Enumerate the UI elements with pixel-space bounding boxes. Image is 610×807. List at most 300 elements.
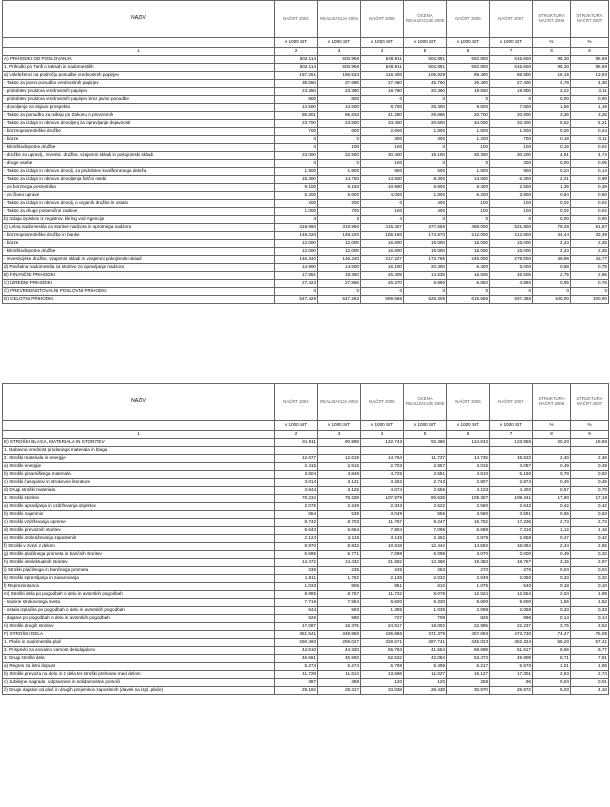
value-cell: 0,02 (571, 200, 609, 208)
value-cell: 2.556 (404, 487, 447, 495)
value-cell: 0,02 (571, 144, 609, 152)
row-label: - Takse za ponudbo za odkup po Zakonu o prevzemih (3, 112, 275, 120)
value-cell: 30.200 (490, 152, 533, 160)
value-cell: 17.087 (275, 623, 318, 631)
value-cell: 0,47 (533, 535, 571, 543)
value-cell: 0 (318, 160, 361, 168)
column-number: 3 (318, 48, 361, 56)
value-cell: 0,02 (571, 208, 609, 216)
value-cell: 0,60 (571, 192, 609, 200)
row-label: - Takse za javno ponudbo vrednostnih papirjev (3, 80, 275, 88)
row-label: 3. Stroški storitev (3, 495, 275, 503)
value-cell: 500.956 (318, 64, 361, 72)
value-cell: 168.180 (361, 232, 404, 240)
value-cell: 0,02 (533, 208, 571, 216)
value-cell: 4.000 (361, 192, 404, 200)
value-cell: 8.078 (404, 591, 447, 599)
value-cell: 14.750 (318, 176, 361, 184)
value-cell: 500.956 (318, 56, 361, 64)
value-cell: 592.800 (447, 64, 490, 72)
value-cell: 5.000 (490, 264, 533, 272)
row-label: - za borznega posrednika (3, 184, 275, 192)
row-label: m) Stroški dela po pogodbah o delu in avtorskih pogodbah (3, 591, 275, 599)
value-cell: 0 (490, 216, 533, 224)
value-cell: 38.650 (275, 80, 318, 88)
table-row (3, 591, 609, 599)
value-cell: 500 (404, 168, 447, 176)
value-cell: 81,87 (571, 224, 609, 232)
row-label: 1. Plače in nadomestila plač (3, 639, 275, 647)
value-cell: 96,30 (533, 64, 571, 72)
value-cell: 15.523 (490, 455, 533, 463)
value-cell: 2.049 (447, 575, 490, 583)
value-cell: 25.872 (490, 687, 533, 695)
row-label: - ostala izplačila po pogodbah o delu in avtorskih pogodbah (3, 607, 275, 615)
value-cell: 1.200 (447, 136, 490, 144)
unit-cell: % (533, 38, 571, 48)
value-cell: 0,39 (571, 184, 609, 192)
value-cell: 1.800 (404, 192, 447, 200)
value-cell: 1.811 (275, 575, 318, 583)
value-cell: 377.656 (404, 224, 447, 232)
value-cell: 14.538 (404, 272, 447, 280)
value-cell: 61.617 (490, 647, 533, 655)
value-cell: 2.500 (490, 184, 533, 192)
value-cell: 6.771 (318, 551, 361, 559)
value-cell: 1.900 (275, 168, 318, 176)
value-cell: 0,33 (571, 607, 609, 615)
value-cell: 12.677 (275, 455, 318, 463)
row-label: - Takse za izdajo in obnovo dovoljenj za opravljanje dejavnosti (3, 120, 275, 128)
value-cell: 1,12 (533, 527, 571, 535)
table-row (3, 248, 609, 256)
value-cell: 149.220 (275, 232, 318, 240)
value-cell: 0 (404, 216, 447, 224)
row-label: - Takse za izdajo in obnovo dovoljenja fizični osebi (3, 176, 275, 184)
value-cell: 6.890 (404, 280, 447, 288)
table-row (3, 495, 609, 503)
header-row (3, 384, 609, 421)
value-cell: 700 (318, 208, 361, 216)
row-label: b) Stroški pisarniškega materiala (3, 471, 275, 479)
value-cell: 1,52 (571, 599, 609, 607)
table-row (3, 136, 609, 144)
value-cell: 2.743 (404, 479, 447, 487)
value-cell: 18.360 (318, 272, 361, 280)
value-cell: 0,01 (571, 679, 609, 687)
value-cell: 15.300 (275, 176, 318, 184)
unit-cell: v 1000 SIT (361, 421, 404, 431)
row-label: - sejnine strokovnega sveta (3, 599, 275, 607)
row-label: - družbe za upravlj., investic. družbe, vzajemni skladi in pokojninski skladi (3, 152, 275, 160)
value-cell: 27.423 (275, 280, 318, 288)
value-cell: 6.800 (404, 184, 447, 192)
value-cell: 100,00 (533, 296, 571, 304)
value-cell: 200 (275, 200, 318, 208)
value-cell: 9.600 (361, 599, 404, 607)
value-cell: 5.788 (361, 663, 404, 671)
value-cell: 7.719 (275, 599, 318, 607)
value-cell: 3,22 (533, 88, 571, 96)
value-cell: 279.000 (490, 256, 533, 264)
value-cell: 29.400 (447, 80, 490, 88)
table-row (3, 479, 609, 487)
value-cell: 0,99 (571, 176, 609, 184)
value-cell: 328.571 (361, 639, 404, 647)
value-cell: 3.087 (490, 463, 533, 471)
row-label: a) Stroški upravljanja in vzdrževanja objektov (3, 503, 275, 511)
value-cell: 415.407 (361, 224, 404, 232)
value-cell: 3.145 (361, 535, 404, 543)
unit-cell: % (533, 421, 571, 431)
table-row (3, 559, 609, 567)
units-row (3, 421, 609, 431)
value-cell: 123.955 (490, 439, 533, 447)
value-cell: 8.247 (404, 519, 447, 527)
value-cell: 146.340 (318, 256, 361, 264)
value-cell: 120 (361, 679, 404, 687)
value-cell: 9.100 (275, 184, 318, 192)
value-cell: 100 (490, 200, 533, 208)
value-cell: 4,74 (571, 152, 609, 160)
value-cell: 2,74 (571, 671, 609, 679)
value-cell: 0,70 (571, 487, 609, 495)
column-header: NAZIV (3, 384, 275, 421)
value-cell: 28.317 (318, 687, 361, 695)
table-row (3, 160, 609, 168)
value-cell: 19.800 (447, 88, 490, 96)
value-cell: 0,05 (571, 160, 609, 168)
value-cell: 388 (318, 679, 361, 687)
table-row (3, 607, 609, 615)
table-row (3, 176, 609, 184)
value-cell: 0 (571, 288, 609, 296)
value-cell: 27.866 (318, 280, 361, 288)
row-label: k) Stroški spremljanja in zavarovanja (3, 575, 275, 583)
table-row (3, 575, 609, 583)
row-label: - dajatve po pogodbah o delu in avtorskih pogodbah (3, 615, 275, 623)
table-row (3, 671, 609, 679)
value-cell: 4.810 (447, 471, 490, 479)
value-cell: 20,20 (533, 439, 571, 447)
column-header: NAČRT 2004 (275, 384, 318, 421)
value-cell: 6.670 (490, 663, 533, 671)
value-cell: 3.070 (447, 551, 490, 559)
value-cell: 33.300 (490, 120, 533, 128)
value-cell: 2.580 (447, 503, 490, 511)
value-cell: 2,46 (571, 455, 609, 463)
column-header: STRUKTURA NAČRT 2006 (533, 1, 571, 38)
column-number: 7 (490, 48, 533, 56)
value-cell: 106.929 (404, 72, 447, 80)
value-cell: 1,99 (571, 591, 609, 599)
value-cell: 319.960 (275, 224, 318, 232)
value-cell: 0 (361, 200, 404, 208)
column-number: 4 (361, 48, 404, 56)
value-cell: 258 (447, 679, 490, 687)
row-label: 3. Drugi stroški dela (3, 655, 275, 663)
row-label: 1. Prihodki po Tarifi o taksah in nadomestilih (3, 64, 275, 72)
value-cell: 400 (404, 200, 447, 208)
value-cell: 2.807 (447, 479, 490, 487)
value-cell: 0,76 (571, 280, 609, 288)
value-cell: 592.800 (447, 56, 490, 64)
value-cell: 7.584 (318, 599, 361, 607)
value-cell: 0,04 (533, 679, 571, 687)
value-cell: 556 (404, 511, 447, 519)
value-cell: 2,63 (533, 671, 571, 679)
value-cell (571, 447, 609, 455)
value-cell: 17.852 (275, 272, 318, 280)
value-cell: 4 (361, 216, 404, 224)
value-cell: 16,15 (533, 72, 571, 80)
value-cell: 3.644 (275, 487, 318, 495)
value-cell: 17,19 (571, 495, 609, 503)
value-cell: 7.600 (490, 104, 533, 112)
column-number: 1 (3, 431, 275, 439)
row-label: A) PRIHODKI OD POSLOVANJA (3, 56, 275, 64)
value-cell: 9.600 (447, 104, 490, 112)
table-row (3, 663, 609, 671)
revenue-table-section (0, 0, 610, 378)
column-number: 4 (361, 431, 404, 439)
column-header: NAČRT 2007 (490, 384, 533, 421)
value-cell: 538 (318, 511, 361, 519)
value-cell: 10.918 (361, 543, 404, 551)
column-number: 8 (533, 48, 571, 56)
value-cell: 96,59 (571, 56, 609, 64)
value-cell: 547.429 (275, 296, 318, 304)
value-cell: 100 (447, 200, 490, 208)
value-cell: 0 (447, 216, 490, 224)
value-cell: 896 (490, 615, 533, 623)
value-cell: 7,91 (571, 655, 609, 663)
table-row (3, 471, 609, 479)
value-cell: 11.722 (361, 591, 404, 599)
value-cell: 0,67 (533, 487, 571, 495)
value-cell: 0,42 (533, 503, 571, 511)
row-label: - klirinškodepotne družbe (3, 248, 275, 256)
value-cell: 900 (490, 168, 533, 176)
value-cell: 0 (490, 96, 533, 104)
value-cell: 6.689 (447, 527, 490, 535)
table-row (3, 679, 609, 687)
value-cell: 100 (361, 160, 404, 168)
value-cell: 118.400 (361, 72, 404, 80)
value-cell: 172.785 (404, 256, 447, 264)
row-label: - dovoljenje za objavo prospekta (3, 104, 275, 112)
table-row (3, 104, 609, 112)
value-cell: 0,00 (533, 216, 571, 224)
value-cell: 100 (447, 144, 490, 152)
value-cell: 0,78 (571, 264, 609, 272)
value-cell: 235 (318, 567, 361, 575)
value-cell: 9,77 (571, 647, 609, 655)
value-cell: 263 (404, 567, 447, 575)
value-cell: 85.801 (275, 112, 318, 120)
value-cell: 3,52 (571, 623, 609, 631)
value-cell: 1,06 (571, 663, 609, 671)
value-cell: 146.340 (275, 256, 318, 264)
value-cell: 27.400 (490, 80, 533, 88)
value-cell: 25.405 (361, 272, 404, 280)
value-cell: 11.767 (361, 519, 404, 527)
value-cell: 4.074 (361, 487, 404, 495)
value-cell: 23.000 (275, 152, 318, 160)
table-row (3, 80, 609, 88)
expense-table-section (0, 383, 610, 802)
value-cell: 2,73 (533, 519, 571, 527)
value-cell: 3,15 (533, 559, 571, 567)
row-label: - borznoposredniške družbe (3, 128, 275, 136)
row-label: g) Stroški plačilnega prometa in bančnih storitev (3, 551, 275, 559)
value-cell: 0,14 (571, 168, 609, 176)
unit-cell (3, 421, 275, 431)
value-cell: 0 (275, 160, 318, 168)
value-cell: 2,55 (571, 543, 609, 551)
value-cell: 504.881 (404, 56, 447, 64)
value-cell: 521.800 (490, 224, 533, 232)
value-cell: 12.000 (275, 248, 318, 256)
value-cell: 15.000 (447, 240, 490, 248)
value-cell: 1.800 (404, 128, 447, 136)
value-cell: 2.116 (318, 535, 361, 543)
value-cell: 124.042 (447, 439, 490, 447)
table-row (3, 128, 609, 136)
value-cell: 5.499 (404, 663, 447, 671)
row-label: C) IZREDNI PRIHODKI (3, 280, 275, 288)
value-cell: 1.600 (447, 128, 490, 136)
value-cell: 2.032 (404, 575, 447, 583)
value-cell (275, 447, 318, 455)
value-cell: 7.096 (404, 527, 447, 535)
value-cell: 20.500 (404, 120, 447, 128)
value-cell: 502.114 (275, 64, 318, 72)
value-cell: 0 (447, 96, 490, 104)
value-cell: 0,02 (533, 200, 571, 208)
value-cell: 2.058 (490, 607, 533, 615)
value-cell: 805 (318, 583, 361, 591)
row-label: E) STROŠKI BLAGA, MATERIALA IN STORITEV (3, 439, 275, 447)
value-cell: 22.237 (490, 623, 533, 631)
value-cell: 900 (361, 168, 404, 176)
table-row (3, 280, 609, 288)
value-cell: 0 (404, 96, 447, 104)
value-cell: 259.047 (318, 639, 361, 647)
value-cell: 6.217 (447, 663, 490, 671)
table-row (3, 567, 609, 575)
value-cell: 39,96 (533, 256, 571, 264)
value-cell: 107.979 (361, 495, 404, 503)
table-row (3, 463, 609, 471)
value-cell: 57,41 (571, 639, 609, 647)
value-cell: 0,24 (571, 128, 609, 136)
column-number-row (3, 48, 609, 56)
table-row (3, 168, 609, 176)
value-cell: 0,00 (533, 160, 571, 168)
value-cell: 4.103 (447, 487, 490, 495)
value-cell (361, 447, 404, 455)
value-cell: 6.098 (404, 551, 447, 559)
value-cell: 0,42 (571, 503, 609, 511)
value-cell: 100 (490, 144, 533, 152)
column-header: NAČRT 2005 (361, 1, 404, 38)
value-cell: 0 (361, 288, 404, 296)
value-cell: 14.900 (275, 264, 318, 272)
value-cell: 29.866 (404, 112, 447, 120)
value-cell: 2.343 (361, 503, 404, 511)
value-cell: 108.441 (490, 495, 533, 503)
value-cell: 0,82 (571, 471, 609, 479)
value-cell: 1.900 (318, 168, 361, 176)
value-cell: 6.300 (490, 176, 533, 184)
value-cell: 30.300 (447, 152, 490, 160)
table-row (3, 184, 609, 192)
unit-cell: v 1000 SIT (447, 38, 490, 48)
column-number: 5 (404, 431, 447, 439)
row-label: a) Stroški energije (3, 463, 275, 471)
table-row (3, 64, 609, 72)
table-row (3, 144, 609, 152)
value-cell: 17.301 (490, 671, 533, 679)
value-cell: 212.800 (490, 232, 533, 240)
value-cell: 2,40 (533, 455, 571, 463)
value-cell: 12.554 (490, 591, 533, 599)
value-cell: 2,35 (571, 240, 609, 248)
value-cell: 53.473 (447, 655, 490, 663)
value-cell: 29.192 (275, 687, 318, 695)
column-header: OCENA REALIZACIJE 2005 (404, 1, 447, 38)
table-row (3, 583, 609, 591)
value-cell: 0 (533, 288, 571, 296)
value-cell: 20.700 (447, 112, 490, 120)
value-cell: 2,75 (533, 272, 571, 280)
value-cell: 2.415 (275, 463, 318, 471)
value-cell: 387 (275, 679, 318, 687)
unit-cell: % (571, 38, 609, 48)
value-cell: 1,19 (571, 104, 609, 112)
row-label: d) Drugi stroški materiala (3, 487, 275, 495)
value-cell: 800 (275, 96, 318, 104)
value-cell: 13.600 (447, 176, 490, 184)
value-cell: 547.262 (318, 296, 361, 304)
row-label: - pridobitev prostora vrednostnih papirjev brez javne ponudbe (3, 96, 275, 104)
row-label: č) Druge dajatve od plač in drugih prejemkov zaposlenih (davek na izpl. plače) (3, 687, 275, 695)
row-label: B) FINANČNI PRIHODKI (3, 272, 275, 280)
unit-cell: v 1000 SIT (404, 38, 447, 48)
value-cell: 8.703 (318, 519, 361, 527)
unit-cell: % (571, 421, 609, 431)
value-cell: 548.911 (361, 56, 404, 64)
column-header: STRUKTURA NAČRT 2007 (571, 1, 609, 38)
value-cell: 246.000 (447, 256, 490, 264)
value-cell: 4.860 (490, 280, 533, 288)
row-label: - Takse za druge posamične zadeve (3, 208, 275, 216)
row-label: i) Stroški plačilnega in bančnega prometa (3, 567, 275, 575)
value-cell: 615.665 (447, 296, 490, 304)
value-cell: 42.084 (404, 655, 447, 663)
value-cell: 23.700 (275, 120, 318, 128)
value-cell: 1.033 (275, 583, 318, 591)
value-cell: 9,56 (533, 647, 571, 655)
table-row (3, 599, 609, 607)
row-label: d) Pavšalna nadomestila za storitve za opravljanje nadzora (3, 264, 275, 272)
value-cell: 22.995 (447, 623, 490, 631)
value-cell: 5.600 (318, 192, 361, 200)
value-cell: 16.127 (447, 671, 490, 679)
table-row (3, 112, 609, 120)
value-cell: 457.693 (447, 631, 490, 639)
